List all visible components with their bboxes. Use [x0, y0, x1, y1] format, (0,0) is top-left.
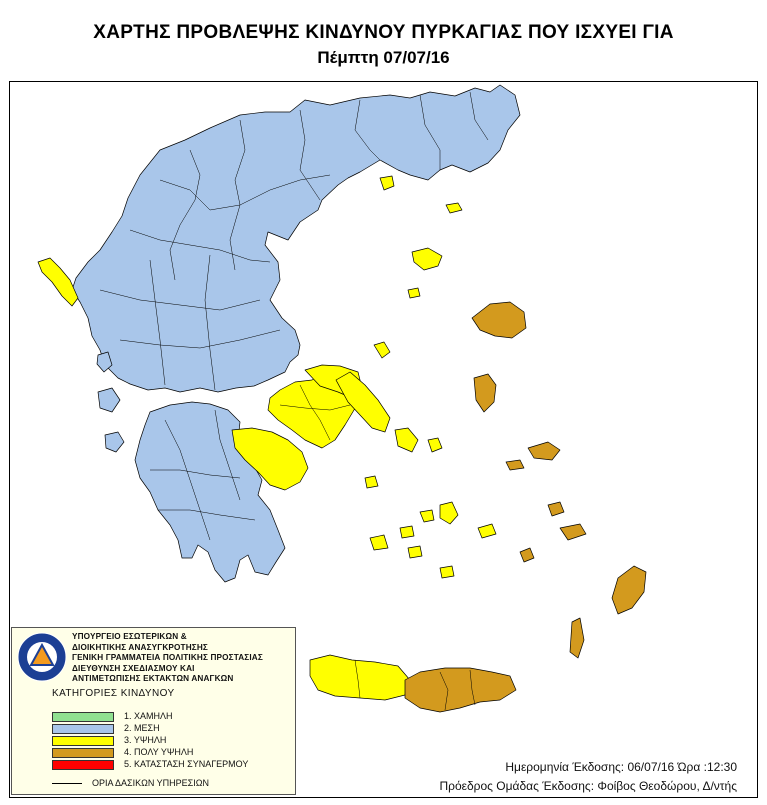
legend-item-medium: [52, 724, 282, 735]
chios-very-high-region: [474, 374, 496, 412]
cyclades-high-region-5: [440, 566, 454, 578]
mainland-medium-region: [72, 85, 520, 392]
cyclades-high-region-9: [365, 476, 378, 488]
samothraki-high-region: [446, 203, 462, 213]
corfu-high-region: [38, 258, 78, 306]
samos-very-high-region: [528, 442, 560, 460]
issue-date: Ημερομηνία Έκδοσης: 06/07/16 Ώρα :12:30: [505, 760, 737, 774]
ministry-line: ΥΠΟΥΡΓΕΙΟ ΕΣΩΤΕΡΙΚΩΝ &: [72, 632, 187, 641]
civil-protection-logo: [17, 632, 67, 682]
astypalaia-very-high-region: [520, 548, 534, 562]
karpathos-very-high-region: [570, 618, 584, 658]
very-high-swatch: [52, 748, 114, 758]
cyclades-high-region-3: [400, 526, 414, 538]
cyclades-high-region-8: [478, 524, 496, 538]
rhodes-very-high-region: [612, 566, 646, 614]
risk-categories-title: ΚΑΤΗΓΟΡΙΕΣ ΚΙΝΔΥΝΟΥ: [52, 688, 175, 699]
cyclades-high-region-2: [420, 510, 434, 522]
cyclades-high-region-6: [408, 546, 422, 558]
medium-label: 2. ΜΕΣΗ: [124, 723, 160, 733]
ministry-line: ΔΙΕΥΘΥΝΣΗ ΣΧΕΔΙΑΣΜΟΥ ΚΑΙ: [72, 663, 195, 673]
issuer: Πρόεδρος Ομάδας Έκδοσης: Φοίβος Θεοδώρου, Δ/ντής: [439, 779, 737, 793]
alarm-label: 5. ΚΑΤΑΣΤΑΣΗ ΣΥΝΑΓΕΡΜΟΥ: [124, 759, 249, 769]
alarm-swatch: [52, 760, 114, 770]
legend-item-alarm: [52, 760, 282, 771]
legend-item-boundary: [52, 779, 282, 789]
skyros-high-region: [395, 428, 418, 452]
peloponnese-medium-region: [135, 402, 285, 582]
high-swatch: [52, 736, 114, 746]
limnos-high-region: [412, 248, 442, 270]
cyclades-high-region-1: [440, 502, 458, 524]
lesvos-very-high-region: [472, 302, 526, 338]
map-title: ΧΑΡΤΗΣ ΠΡΟΒΛΕΨΗΣ ΚΙΝΔΥΝΟΥ ΠΥΡΚΑΓΙΑΣ ΠΟΥ ΙΣΧΥΕΙ ΓΙΑ: [93, 22, 674, 43]
low-swatch: [52, 712, 114, 722]
medium-swatch: [52, 724, 114, 734]
ministry-line: ΔΙΟΙΚΗΤΙΚΗΣ ΑΝΑΣΥΓΚΡΟΤΗΣΗΣ: [72, 642, 208, 652]
very-high-label: 4. ΠΟΛΥ ΥΨΗΛΗ: [124, 747, 194, 757]
legend-box: [11, 627, 296, 795]
legend-item-low: [52, 712, 282, 723]
low-label: 1. ΧΑΜΗΛΗ: [124, 711, 173, 721]
crete-east-very-high-region: [405, 668, 516, 712]
ministry-line: ΑΝΤΙΜΕΤΩΠΙΣΗΣ ΕΚΤΑΚΤΩΝ ΑΝΑΓΚΩΝ: [72, 674, 234, 684]
ministry-header: [72, 632, 294, 685]
cyclades-high-region-4: [370, 535, 388, 550]
kalymnos-very-high-region: [548, 502, 564, 516]
ministry-line: ΓΕΝΙΚΗ ΓΡΑΜΜΑΤΕΙΑ ΠΟΛΙΤΙΚΗΣ ΠΡΟΣΤΑΣΙΑΣ: [72, 653, 263, 663]
sporades-high-region: [374, 342, 390, 358]
kos-very-high-region: [560, 524, 586, 540]
crete-west-high-region: [310, 655, 410, 700]
legend-item-very-high: [52, 748, 282, 759]
legend-item-high: [52, 736, 282, 747]
cyclades-high-region-7: [428, 438, 442, 452]
ikaria-very-high-region: [506, 460, 524, 470]
kefalonia-medium-region: [98, 388, 120, 412]
boundary-label: ΟΡΙΑ ΔΑΣΙΚΩΝ ΥΠΗΡΕΣΙΩΝ: [92, 778, 209, 788]
zakynthos-medium-region: [105, 432, 124, 452]
boundary-line-sample: [52, 783, 82, 784]
map-date: Πέμπτη 07/07/16: [317, 48, 450, 67]
thassos-high-region: [380, 176, 394, 190]
agios-efstratios-high-region: [408, 288, 420, 298]
high-label: 3. ΥΨΗΛΗ: [124, 735, 167, 745]
